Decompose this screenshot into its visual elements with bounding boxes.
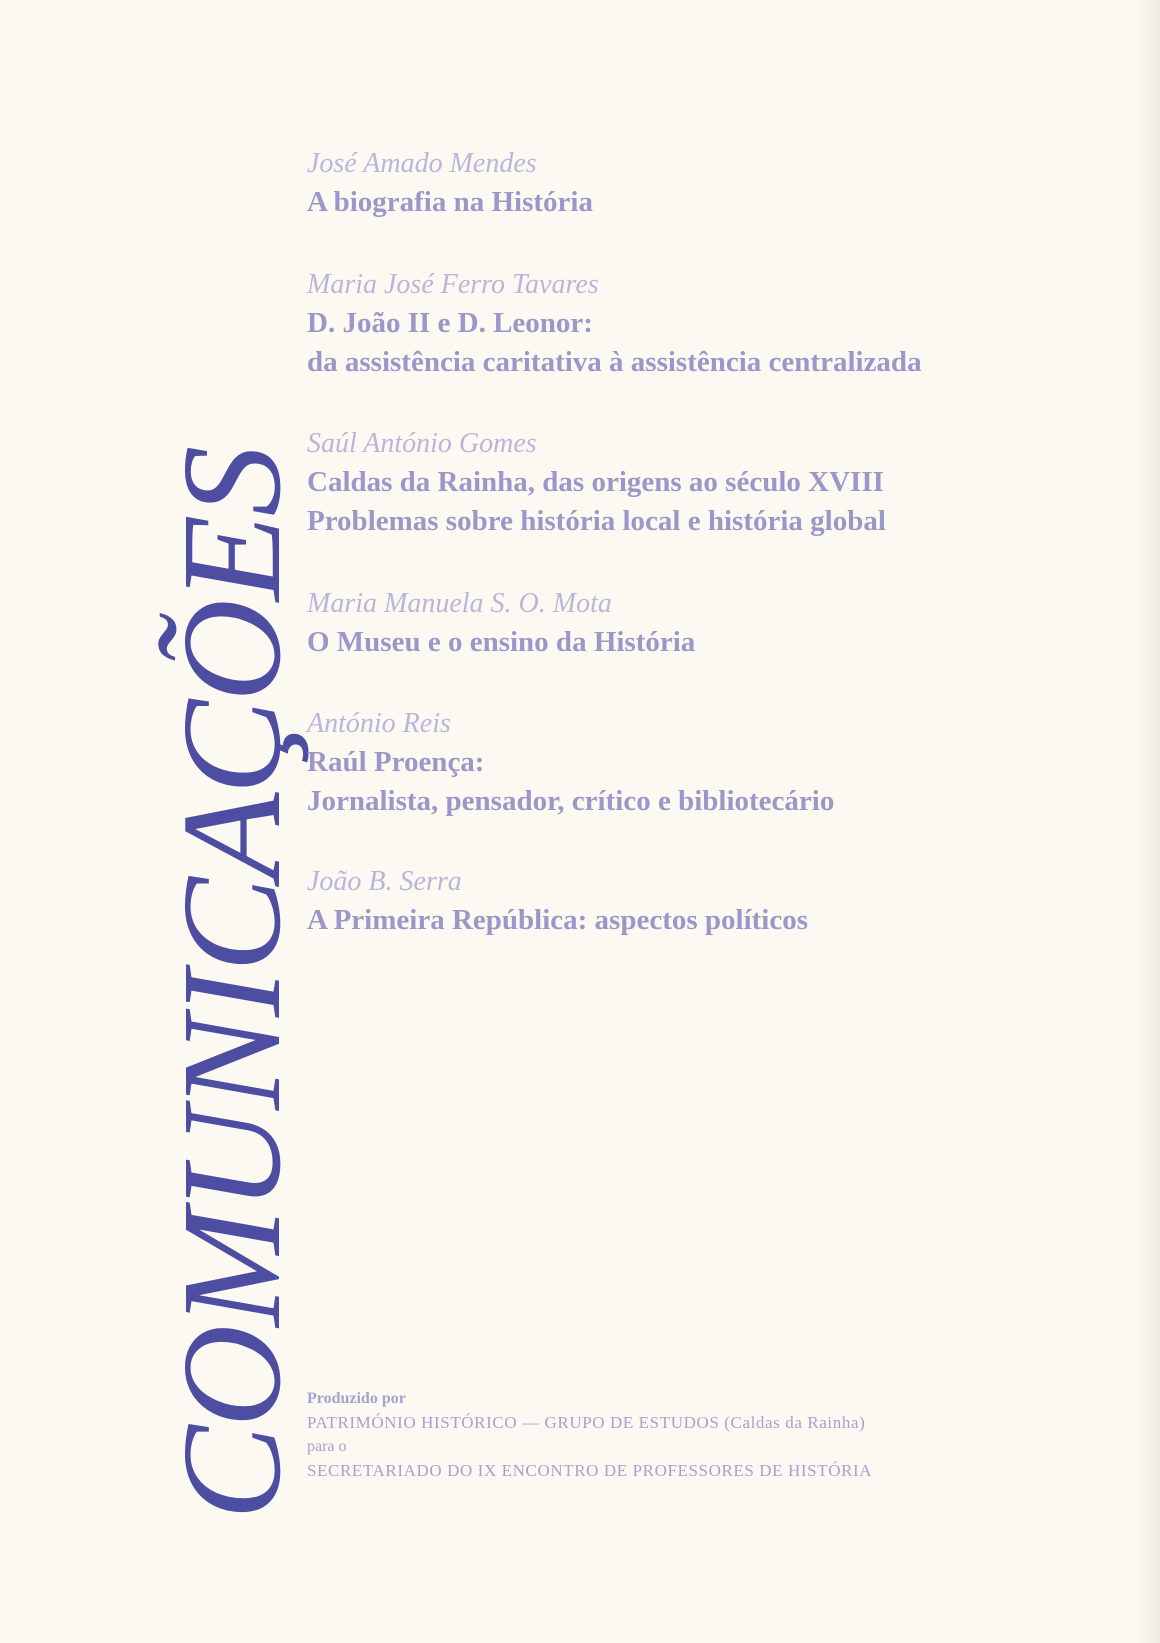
entry-title: D. João II e D. Leonor: bbox=[307, 307, 593, 339]
entry-author: João B. Serra bbox=[307, 866, 462, 897]
entry-title: A Primeira República: aspectos políticos bbox=[307, 904, 809, 936]
toc-entry bbox=[307, 705, 834, 821]
entry-title: Raúl Proença: bbox=[307, 746, 485, 778]
colophon bbox=[307, 1387, 1107, 1483]
entry-title: Caldas da Rainha, das origens ao século XVIII bbox=[307, 466, 884, 498]
produced-by-label: Produzido por bbox=[307, 1390, 406, 1407]
vertical-title: COMUNICAÇÕES bbox=[152, 447, 310, 1520]
entry-author: José Amado Mendes bbox=[307, 148, 537, 179]
entry-author: Maria Manuela S. O. Mota bbox=[307, 588, 612, 619]
toc-entry bbox=[307, 585, 695, 662]
toc-entry bbox=[307, 145, 593, 222]
producer-group: PATRIMÓNIO HISTÓRICO — GRUPO DE ESTUDOS (Caldas da Rainha) bbox=[307, 1413, 866, 1432]
for-label: para o bbox=[307, 1438, 347, 1455]
entry-subtitle: Jornalista, pensador, crítico e bibliotecário bbox=[307, 785, 835, 817]
entry-author: Saúl António Gomes bbox=[307, 428, 537, 459]
entry-title: O Museu e o ensino da História bbox=[307, 626, 696, 658]
entry-subtitle: Problemas sobre história local e história global bbox=[307, 505, 886, 537]
toc-entry bbox=[307, 863, 808, 940]
entry-subtitle: da assistência caritativa à assistência centralizada bbox=[307, 346, 922, 378]
entry-title: A biografia na História bbox=[307, 186, 593, 218]
page-edge-shadow bbox=[1132, 0, 1160, 1643]
entry-author: Maria José Ferro Tavares bbox=[307, 269, 599, 300]
toc-entry bbox=[307, 266, 922, 382]
toc-entry bbox=[307, 425, 886, 541]
secretariat-name: SECRETARIADO DO IX ENCONTRO DE PROFESSORES DE HISTÓRIA bbox=[307, 1461, 873, 1480]
entry-author: António Reis bbox=[307, 708, 451, 739]
